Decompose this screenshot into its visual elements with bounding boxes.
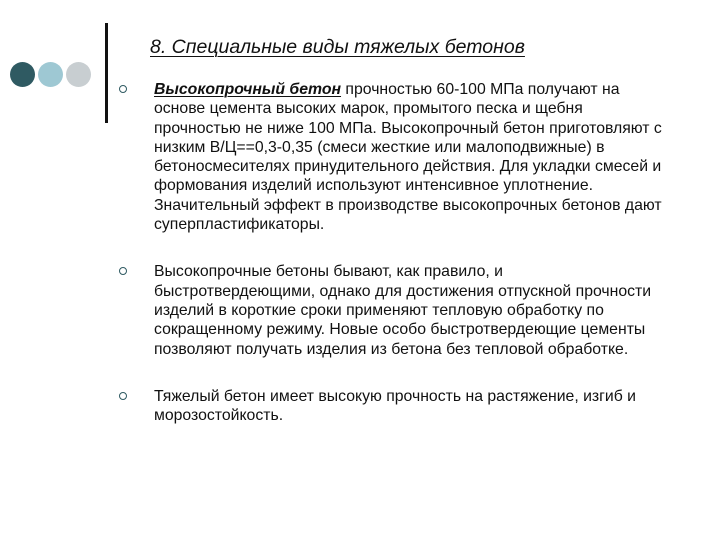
bullet-text: прочностью 60-100 МПа получают на основе цемента высоких марок, промытого песка и щебня прочностью не ниже 100 МПа. Высокопрочный бетон приготовляют с низким В/Ц==0,3-0,35 (смеси жесткие или малоподвижные) в бетоносмесителях принудительного действия. Для укладки смесей и формования изделий используют интенсивное уплотнение. Значительный эффект в производстве высокопрочных бетонов дают суперпластификаторы. [154, 81, 662, 234]
hollow-circle-bullet-icon [119, 85, 127, 93]
decorative-dots [10, 62, 94, 88]
grey-circle-icon [66, 62, 91, 87]
bullet-item-heavy-concrete-properties [118, 387, 668, 426]
bullet-text: Тяжелый бетон имеет высокую прочность на растяжение, изгиб и морозостойкость. [154, 387, 637, 425]
bullet-list [118, 80, 668, 425]
bullet-lead-term: Высокопрочный бетон [154, 81, 342, 98]
vertical-divider [105, 23, 108, 123]
light-blue-circle-icon [38, 62, 63, 87]
dark-circle-icon [10, 62, 35, 87]
hollow-circle-bullet-icon [119, 392, 127, 400]
hollow-circle-bullet-icon [119, 267, 127, 275]
bullet-text: Высокопрочные бетоны бывают, как правило, и быстротвердеющими, однако для достижения отпускной прочности изделий в короткие сроки применяют тепловую обработку по сокращенному режиму. Новые особо быстротвердеющие цементы позволяют получать изделия из бетона без тепловой обработке. [154, 263, 652, 358]
slide-title: 8. Специальные виды тяжелых бетонов [150, 36, 525, 58]
bullet-item-high-strength-concrete [118, 80, 668, 234]
bullet-item-fast-hardening [118, 262, 668, 358]
